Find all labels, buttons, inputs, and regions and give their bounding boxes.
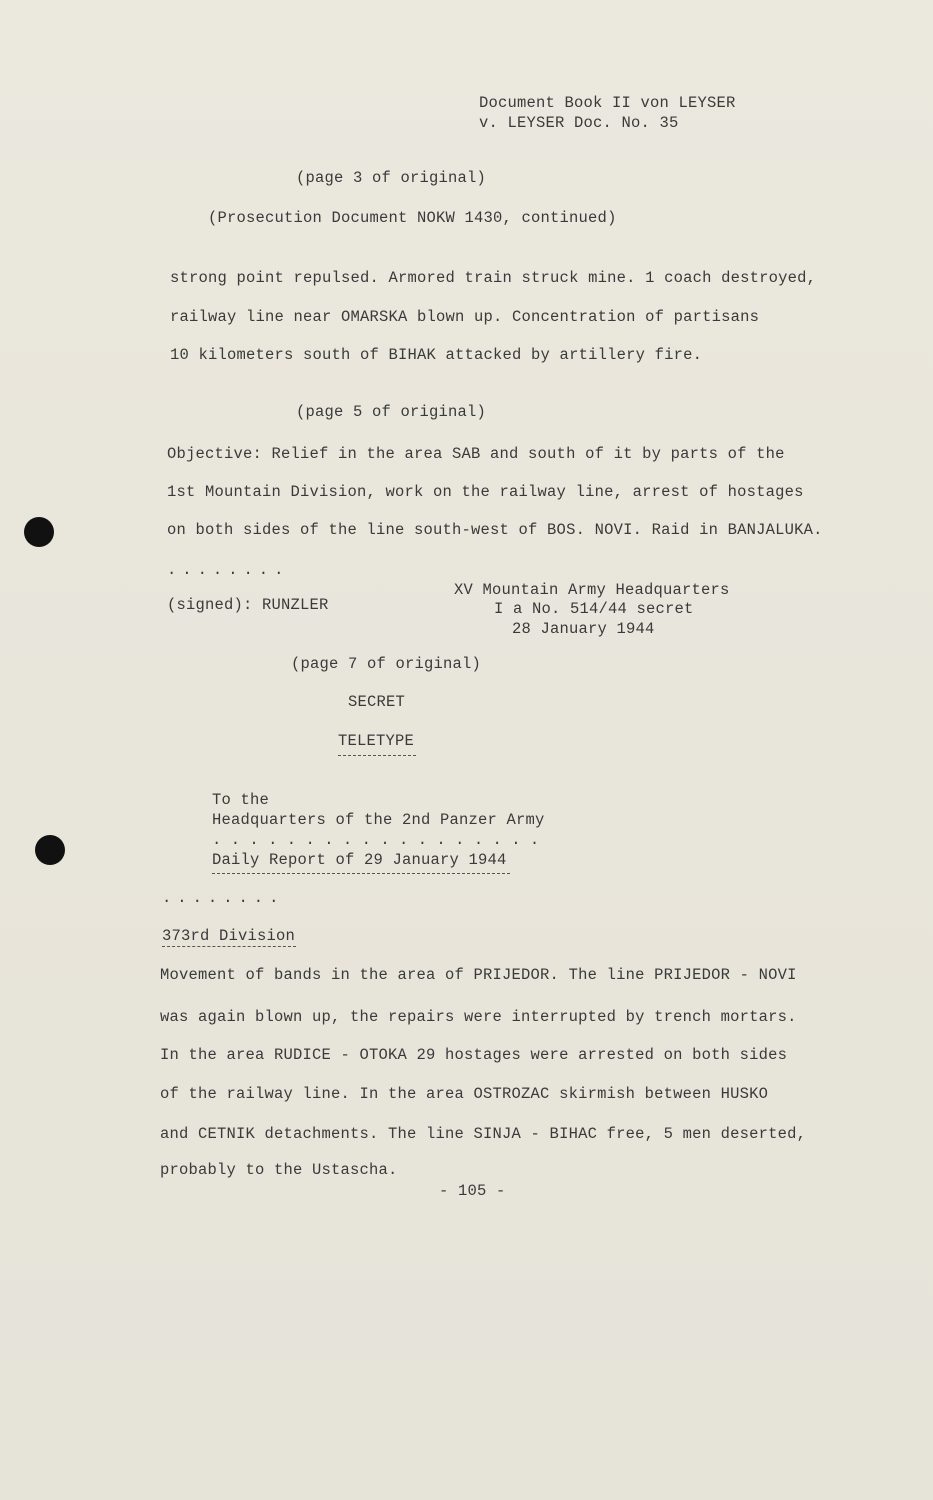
- body-line: was again blown up, the repairs were interrupted by trench mortars.: [160, 1008, 797, 1026]
- ellipsis-separator-2: ........: [162, 889, 285, 907]
- punch-hole-bottom: [35, 835, 65, 865]
- teletype-label: TELETYPE: [338, 732, 415, 750]
- page-ref-5: (page 5 of original): [296, 403, 487, 421]
- header-line-2: v. LEYSER Doc. No. 35: [479, 114, 679, 132]
- teletype-underline: [338, 755, 416, 756]
- body-line: 10 kilometers south of BIHAK attacked by artillery fire.: [170, 346, 703, 364]
- body-line: of the railway line. In the area OSTROZAC skirmish between HUSKO: [160, 1085, 769, 1103]
- page-ref-7: (page 7 of original): [291, 655, 482, 673]
- body-line: strong point repulsed. Armored train struck mine. 1 coach destroyed,: [170, 269, 817, 287]
- body-line: and CETNIK detachments. The line SINJA - BIHAC free, 5 men deserted,: [160, 1125, 807, 1143]
- body-line: In the area RUDICE - OTOKA 29 hostages were arrested on both sides: [160, 1046, 788, 1064]
- recipient-line-1: To the: [212, 791, 270, 809]
- objective-line: Objective: Relief in the area SAB and south of it by parts of the: [167, 445, 785, 463]
- recipient-line-2: Headquarters of the 2nd Panzer Army: [212, 811, 545, 829]
- division-heading: 373rd Division: [162, 927, 296, 945]
- page-ref-3: (page 3 of original): [296, 169, 487, 187]
- ellipsis-separator: ........: [167, 561, 290, 579]
- body-line: probably to the Ustascha.: [160, 1161, 398, 1179]
- secret-label: SECRET: [348, 693, 406, 711]
- division-underline: [162, 946, 296, 947]
- body-line: on both sides of the line south-west of BOS. NOVI. Raid in BANJALUKA.: [167, 521, 823, 539]
- daily-report-underline: [212, 873, 510, 874]
- daily-report-title: Daily Report of 29 January 1944: [212, 851, 507, 869]
- page-number: - 105 -: [439, 1182, 506, 1200]
- body-line: Movement of bands in the area of PRIJEDOR. The line PRIJEDOR - NOVI: [160, 966, 797, 984]
- sender-line-1: XV Mountain Army Headquarters: [454, 581, 730, 599]
- punch-hole-top: [24, 517, 54, 547]
- sender-line-3: 28 January 1944: [512, 620, 655, 638]
- prosecution-ref: (Prosecution Document NOKW 1430, continued): [208, 209, 617, 227]
- dots-separator: ..................: [212, 831, 549, 849]
- header-line-1: Document Book II von LEYSER: [479, 94, 736, 112]
- signature-line: (signed): RUNZLER: [167, 596, 329, 614]
- sender-line-2: I a No. 514/44 secret: [494, 600, 694, 618]
- body-line: 1st Mountain Division, work on the railway line, arrest of hostages: [167, 483, 804, 501]
- body-line: railway line near OMARSKA blown up. Concentration of partisans: [170, 308, 760, 326]
